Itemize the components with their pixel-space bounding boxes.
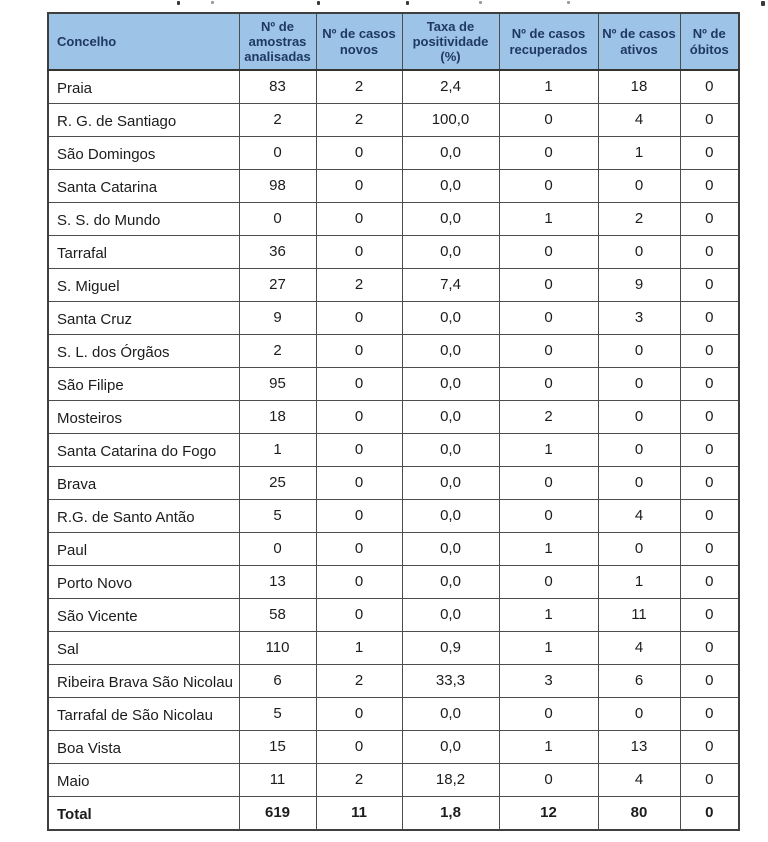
column-header-amostras-analisadas: Nº de amostras analisadas <box>239 13 316 70</box>
table-cell: 0 <box>680 268 739 301</box>
table-cell: 5 <box>239 499 316 532</box>
table-cell: 4 <box>598 103 680 136</box>
row-label: R. G. de Santiago <box>48 103 239 136</box>
table-cell: 1 <box>598 565 680 598</box>
table-cell: 0 <box>680 103 739 136</box>
table-cell: 0 <box>239 136 316 169</box>
table-row <box>48 664 739 697</box>
table-cell: 95 <box>239 367 316 400</box>
table-cell: 13 <box>598 730 680 763</box>
table-cell: 0 <box>680 70 739 103</box>
column-header-concelho: Concelho <box>48 13 239 70</box>
table-cell: 1 <box>316 631 402 664</box>
table-cell: 0 <box>499 499 598 532</box>
row-label: São Filipe <box>48 367 239 400</box>
table-cell: 0,0 <box>402 301 499 334</box>
table-cell: 0 <box>598 466 680 499</box>
table-row <box>48 301 739 334</box>
table-cell: 83 <box>239 70 316 103</box>
table-cell: 0 <box>680 235 739 268</box>
table-cell: 0 <box>499 334 598 367</box>
table-row <box>48 697 739 730</box>
table-row <box>48 169 739 202</box>
table-cell: 0 <box>680 334 739 367</box>
table-row <box>48 499 739 532</box>
header-row <box>48 13 739 70</box>
table-cell: 2 <box>598 202 680 235</box>
table-cell: 0 <box>316 499 402 532</box>
table-cell: 1 <box>239 433 316 466</box>
table-cell: 0 <box>680 499 739 532</box>
table-cell: 0 <box>499 235 598 268</box>
column-header-taxa-positividade: Taxa de positividade (%) <box>402 13 499 70</box>
table-cell: 0,0 <box>402 598 499 631</box>
table-row <box>48 334 739 367</box>
clipped-title-fragment <box>0 0 768 7</box>
row-label: Mosteiros <box>48 400 239 433</box>
table-cell: 0 <box>316 136 402 169</box>
table-cell: 11 <box>239 763 316 796</box>
table-cell: 0 <box>680 565 739 598</box>
table-cell: 1 <box>499 433 598 466</box>
table-row <box>48 70 739 103</box>
row-label: Santa Catarina <box>48 169 239 202</box>
row-label: Tarrafal <box>48 235 239 268</box>
table-cell: 6 <box>598 664 680 697</box>
table-cell: 0,0 <box>402 730 499 763</box>
table-cell: 1,8 <box>402 796 499 830</box>
table-cell: 0,0 <box>402 433 499 466</box>
table-cell: 18 <box>239 400 316 433</box>
table-cell: 100,0 <box>402 103 499 136</box>
table-cell: 18,2 <box>402 763 499 796</box>
table-cell: 2 <box>239 103 316 136</box>
table-body <box>48 70 739 830</box>
table-row <box>48 202 739 235</box>
column-header-casos-ativos: Nº de casos ativos <box>598 13 680 70</box>
table-cell: 0 <box>316 235 402 268</box>
table-cell: 0 <box>316 301 402 334</box>
table-cell: 0 <box>316 598 402 631</box>
row-label: R.G. de Santo Antão <box>48 499 239 532</box>
table-cell: 1 <box>499 532 598 565</box>
total-label: Total <box>48 796 239 830</box>
column-header-casos-novos: Nº de casos novos <box>316 13 402 70</box>
row-label: Maio <box>48 763 239 796</box>
table-cell: 0 <box>499 466 598 499</box>
table-cell: 0 <box>680 433 739 466</box>
table-row <box>48 763 739 796</box>
table-header <box>48 13 739 70</box>
table-cell: 2 <box>499 400 598 433</box>
table-cell: 11 <box>316 796 402 830</box>
column-header-casos-recuperados: Nº de casos recuperados <box>499 13 598 70</box>
row-label: Porto Novo <box>48 565 239 598</box>
row-label: Tarrafal de São Nicolau <box>48 697 239 730</box>
table-cell: 0 <box>239 532 316 565</box>
table-cell: 3 <box>499 664 598 697</box>
table-cell: 0 <box>316 334 402 367</box>
table-cell: 110 <box>239 631 316 664</box>
table-cell: 2 <box>239 334 316 367</box>
table-cell: 0 <box>680 400 739 433</box>
table-cell: 0 <box>499 763 598 796</box>
table-cell: 25 <box>239 466 316 499</box>
table-cell: 0 <box>316 400 402 433</box>
table-row <box>48 532 739 565</box>
table-cell: 0 <box>680 136 739 169</box>
row-label: Brava <box>48 466 239 499</box>
table-cell: 0 <box>499 565 598 598</box>
table-row <box>48 730 739 763</box>
table-cell: 2 <box>316 664 402 697</box>
table-cell: 4 <box>598 499 680 532</box>
row-label: São Vicente <box>48 598 239 631</box>
table-cell: 27 <box>239 268 316 301</box>
table-cell: 0 <box>598 433 680 466</box>
table-cell: 0 <box>316 466 402 499</box>
table-cell: 1 <box>499 70 598 103</box>
table-cell: 0 <box>598 532 680 565</box>
table-cell: 0,0 <box>402 400 499 433</box>
table-cell: 0 <box>680 367 739 400</box>
table-cell: 0,0 <box>402 499 499 532</box>
table-row <box>48 400 739 433</box>
table-cell: 2 <box>316 103 402 136</box>
table-cell: 0,0 <box>402 697 499 730</box>
table-cell: 1 <box>499 631 598 664</box>
table-row <box>48 433 739 466</box>
table-row <box>48 367 739 400</box>
table-cell: 0 <box>316 697 402 730</box>
row-label: Praia <box>48 70 239 103</box>
table-cell: 0 <box>239 202 316 235</box>
table-cell: 0 <box>316 433 402 466</box>
table-cell: 98 <box>239 169 316 202</box>
table-cell: 0 <box>316 565 402 598</box>
table-cell: 0,0 <box>402 532 499 565</box>
table-cell: 0,0 <box>402 235 499 268</box>
table-cell: 0 <box>499 697 598 730</box>
table-row <box>48 268 739 301</box>
table-cell: 9 <box>598 268 680 301</box>
table-cell: 0,0 <box>402 334 499 367</box>
table-cell: 6 <box>239 664 316 697</box>
table-row <box>48 235 739 268</box>
table-cell: 0 <box>680 730 739 763</box>
table-cell: 0 <box>316 532 402 565</box>
row-label: Ribeira Brava São Nicolau <box>48 664 239 697</box>
table-cell: 0 <box>680 697 739 730</box>
table-row <box>48 466 739 499</box>
table-row <box>48 136 739 169</box>
table-cell: 0 <box>598 400 680 433</box>
table-cell: 0 <box>680 466 739 499</box>
table-cell: 1 <box>499 202 598 235</box>
table-cell: 0,9 <box>402 631 499 664</box>
row-label: Paul <box>48 532 239 565</box>
table-cell: 0,0 <box>402 136 499 169</box>
table-cell: 0 <box>680 169 739 202</box>
table-cell: 0,0 <box>402 202 499 235</box>
table-cell: 0 <box>680 202 739 235</box>
total-row <box>48 796 739 830</box>
column-header-obitos: Nº de óbitos <box>680 13 739 70</box>
table-cell: 5 <box>239 697 316 730</box>
table-cell: 0 <box>316 730 402 763</box>
row-label: S. S. do Mundo <box>48 202 239 235</box>
table-cell: 3 <box>598 301 680 334</box>
table-cell: 4 <box>598 631 680 664</box>
table-cell: 0,0 <box>402 169 499 202</box>
table-cell: 0,0 <box>402 367 499 400</box>
row-label: S. L. dos Órgãos <box>48 334 239 367</box>
table-cell: 33,3 <box>402 664 499 697</box>
row-label: São Domingos <box>48 136 239 169</box>
table-cell: 0 <box>499 169 598 202</box>
table-cell: 0 <box>680 796 739 830</box>
table-cell: 0 <box>598 169 680 202</box>
table-row <box>48 565 739 598</box>
table-cell: 0 <box>316 202 402 235</box>
table-cell: 0 <box>680 664 739 697</box>
table-cell: 0 <box>680 763 739 796</box>
table-cell: 0 <box>680 532 739 565</box>
table-cell: 0 <box>499 103 598 136</box>
table-row <box>48 598 739 631</box>
table-cell: 4 <box>598 763 680 796</box>
table-cell: 0 <box>499 301 598 334</box>
table-cell: 12 <box>499 796 598 830</box>
row-label: Boa Vista <box>48 730 239 763</box>
table-cell: 80 <box>598 796 680 830</box>
table-cell: 619 <box>239 796 316 830</box>
table-cell: 9 <box>239 301 316 334</box>
table-cell: 13 <box>239 565 316 598</box>
table-cell: 0 <box>680 301 739 334</box>
table-cell: 18 <box>598 70 680 103</box>
table-cell: 0 <box>680 631 739 664</box>
table-row <box>48 103 739 136</box>
row-label: Santa Catarina do Fogo <box>48 433 239 466</box>
table-cell: 0 <box>598 334 680 367</box>
table-cell: 0,0 <box>402 466 499 499</box>
concelho-covid-table <box>47 12 740 831</box>
row-label: S. Miguel <box>48 268 239 301</box>
table-row <box>48 631 739 664</box>
table-cell: 58 <box>239 598 316 631</box>
table-cell: 1 <box>499 730 598 763</box>
table-cell: 11 <box>598 598 680 631</box>
row-label: Santa Cruz <box>48 301 239 334</box>
table-cell: 2 <box>316 268 402 301</box>
table-cell: 2,4 <box>402 70 499 103</box>
table-cell: 7,4 <box>402 268 499 301</box>
table-cell: 0 <box>598 367 680 400</box>
table-cell: 0 <box>598 697 680 730</box>
table-cell: 15 <box>239 730 316 763</box>
table-cell: 0 <box>499 367 598 400</box>
table-cell: 2 <box>316 70 402 103</box>
table-cell: 1 <box>598 136 680 169</box>
table-cell: 0 <box>499 136 598 169</box>
table-cell: 0 <box>499 268 598 301</box>
table-cell: 2 <box>316 763 402 796</box>
table-cell: 0 <box>316 169 402 202</box>
table-cell: 1 <box>499 598 598 631</box>
table-cell: 36 <box>239 235 316 268</box>
table-cell: 0,0 <box>402 565 499 598</box>
table-cell: 0 <box>680 598 739 631</box>
row-label: Sal <box>48 631 239 664</box>
table-cell: 0 <box>316 367 402 400</box>
table-cell: 0 <box>598 235 680 268</box>
